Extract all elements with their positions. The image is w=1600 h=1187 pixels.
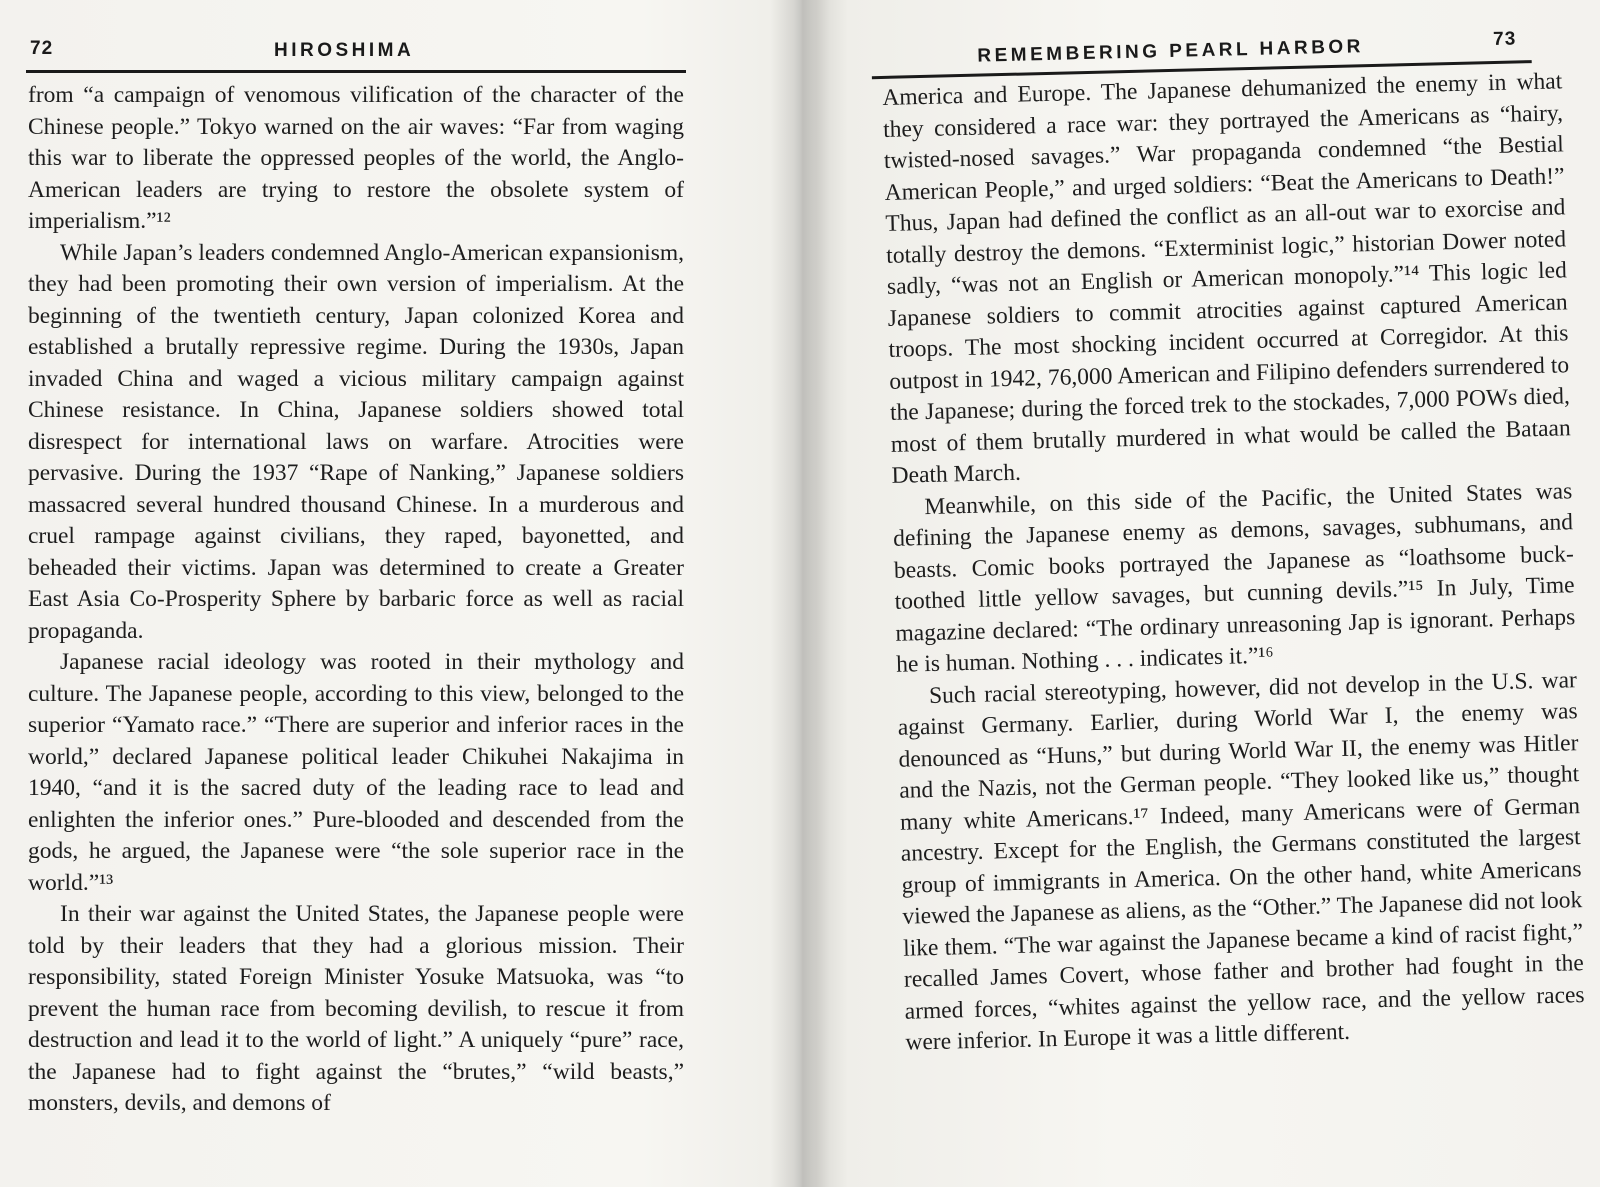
paragraph: Meanwhile, on this side of the Pacific, the United States was defining the Japanese enemy as demons, savages, subhumans, and beasts. Comic books portrayed the Japanese as “loathsome buck-toothed little yellow savages, but cunning devils.”¹⁵ In July, Time magazine declared: “The ordinary unreasoning Jap is ignorant. Perhaps he is human. Nothing . . . indicates it.”¹⁶ [892, 477, 1576, 678]
paragraph: from “a campaign of venomous vilification of the character of the Chinese people.” Tokyo warned on the air waves: “Far from waging this war to liberate the oppressed peoples of the world, the Anglo-American leaders are trying to restore the obsolete system of imperialism.”¹² [28, 82, 684, 234]
right-page-body [882, 66, 1586, 1059]
page-number: 73 [1492, 28, 1517, 51]
left-page-header [18, 0, 698, 72]
left-page [18, 0, 698, 1116]
paragraph: America and Europe. The Japanese dehumanized the enemy in what they considered a race war: they portrayed the Americans as “hairy, twisted-nosed savages.” War propaganda condemned “the Bestial American People,” and urged soldiers: “Beat the Americans to Death!” Thus, Japan had defined the conflict as an all-out war to exorcise and totally destroy the demons. “Exterminist logic,” historian Dower noted sadly, “was not an English or American monopoly.”¹⁴ This logic led Japanese soldiers to commit atrocities against captured American troops. The most shocking incident occurred at Corregidor. At this outpost in 1942, 76,000 American and Filipino defenders surrendered to the Japanese; during the forced trek to the stockades, 7,000 POWs died, most of them brutally murdered in what would be called the Bataan Death March. [882, 68, 1571, 489]
right-page [880, 0, 1585, 1056]
paragraph: Japanese racial ideology was rooted in their mythology and culture. The Japanese people, according to this view, belonged to the superior “Yamato race.” “There are superior and inferior races in the world,” declared Japanese political leader Chikuhei Nakajima in 1940, “and it is the sacred duty of the leading race to lead and enlighten the inferior ones.” Pure-blooded and descended from the gods, he argued, the Japanese were “the sole superior race in the world.”¹³ [28, 649, 684, 896]
running-title: HIROSHIMA [274, 40, 415, 61]
book-gutter [770, 0, 830, 1187]
paragraph: While Japan’s leaders condemned Anglo-American expansionism, they had been promoting their own version of imperialism. At the beginning of the twentieth century, Japan colonized Korea and established a brutally repressive regime. During the 1930s, Japan invaded China and waged a vicious military campaign against Chinese resistance. In China, Japanese soldiers showed total disrespect for international laws on warfare. Atrocities were pervasive. During the 1937 “Rape of Nanking,” Japanese soldiers massacred several hundred thousand Chinese. In a murderous and cruel rampage against civilians, they raped, bayonetted, and beheaded their victims. Japan was determined to create a Greater East Asia Co-Prosperity Sphere by barbaric force as well as racial propaganda. [28, 239, 684, 644]
page-number: 72 [30, 38, 54, 59]
paragraph: In their war against the United States, the Japanese people were told by their leaders that they had a glorious mission. Their responsibility, stated Foreign Minister Yosuke Matsuoka, was “to prevent the human race from becoming devilish, to rescue it from destruction and lead it to the world of light.” A uniquely “pure” race, the Japanese had to fight against the “brutes,” “wild beasts,” monsters, devils, and demons of [28, 901, 684, 1116]
header-rule [26, 70, 686, 73]
right-page-header [880, 0, 1582, 72]
left-page-body [28, 80, 684, 1120]
paragraph: Such racial stereotyping, however, did not develop in the U.S. war against Germany. Earlier, during World War I, the enemy was denounced as “Huns,” but during World War II, the enemy was Hitler and the Nazis, not the German people. “They looked like us,” thought many white Americans.¹⁷ Indeed, many Americans were of German ancestry. Except for the English, the Germans constituted the largest group of immigrants in America. On the other hand, white Americans viewed the Japanese as aliens, as the “Other.” The Japanese did not look like them. “The war against the Japanese became a kind of racist fight,” recalled James Covert, whose father and brother had fought in the armed forces, “whites against the yellow race, and the yellow races were inferior. In Europe it was a little different. [897, 666, 1585, 1056]
running-title: REMEMBERING PEARL HARBOR [977, 36, 1365, 67]
